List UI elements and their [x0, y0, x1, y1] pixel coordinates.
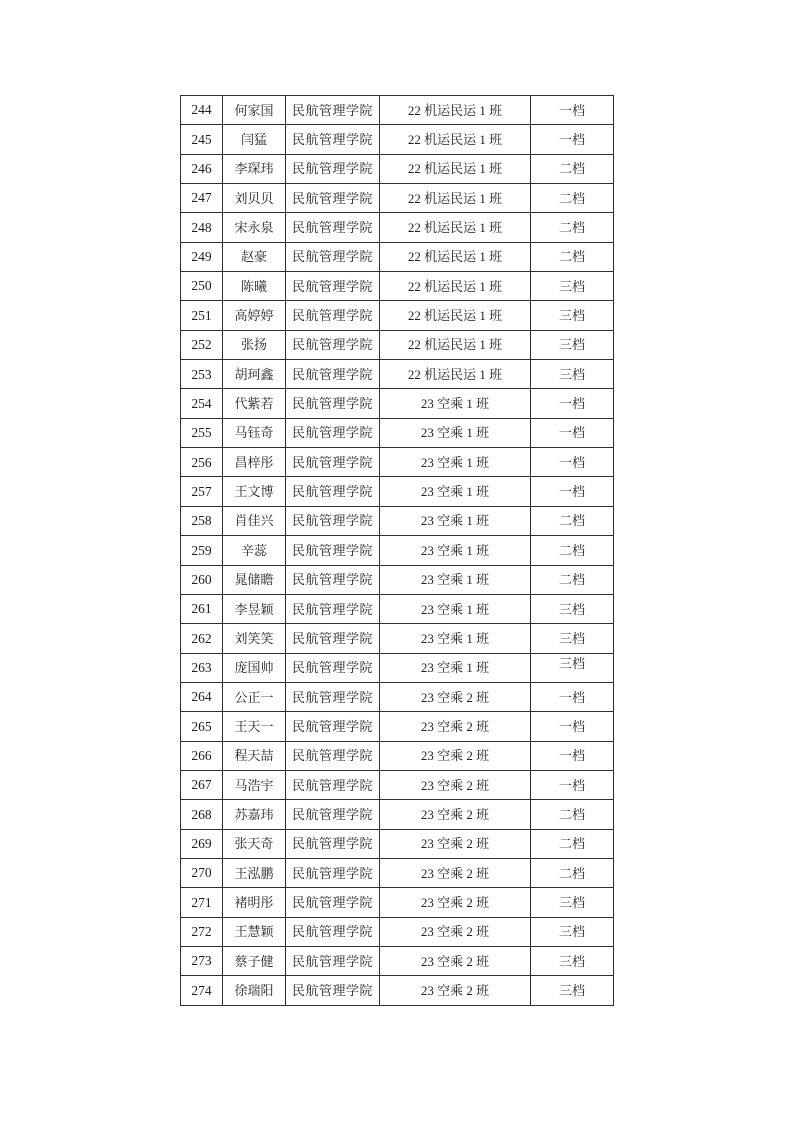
cell-serial-number: 270: [181, 858, 223, 887]
table-row: [181, 888, 614, 917]
cell-class: 23 空乘 1 班: [380, 448, 531, 477]
cell-class: 23 空乘 1 班: [380, 653, 531, 682]
cell-serial-number: 274: [181, 976, 223, 1005]
cell-college: 民航管理学院: [286, 536, 380, 565]
cell-college: 民航管理学院: [286, 418, 380, 447]
cell-student-name: 李琛玮: [223, 154, 286, 183]
cell-class: 23 空乘 2 班: [380, 741, 531, 770]
cell-serial-number: 271: [181, 888, 223, 917]
table-row: [181, 770, 614, 799]
cell-class: 23 空乘 2 班: [380, 800, 531, 829]
table-row: [181, 96, 614, 125]
cell-class: 22 机运民运 1 班: [380, 213, 531, 242]
cell-serial-number: 273: [181, 946, 223, 975]
cell-student-name: 高婷婷: [223, 301, 286, 330]
cell-class: 23 空乘 2 班: [380, 976, 531, 1005]
table-body: [181, 96, 614, 1006]
cell-college: 民航管理学院: [286, 624, 380, 653]
cell-tier: 二档: [531, 858, 614, 887]
cell-class: 23 空乘 1 班: [380, 624, 531, 653]
cell-class: 23 空乘 1 班: [380, 389, 531, 418]
table-row: [181, 448, 614, 477]
cell-serial-number: 258: [181, 506, 223, 535]
cell-college: 民航管理学院: [286, 888, 380, 917]
cell-class: 23 空乘 2 班: [380, 946, 531, 975]
table-row: [181, 682, 614, 711]
cell-class: 23 空乘 2 班: [380, 858, 531, 887]
cell-college: 民航管理学院: [286, 976, 380, 1005]
cell-serial-number: 272: [181, 917, 223, 946]
cell-college: 民航管理学院: [286, 125, 380, 154]
cell-serial-number: 265: [181, 712, 223, 741]
cell-tier: 三档: [531, 301, 614, 330]
cell-serial-number: 261: [181, 594, 223, 623]
cell-college: 民航管理学院: [286, 301, 380, 330]
table-row: [181, 741, 614, 770]
cell-tier: 一档: [531, 712, 614, 741]
cell-student-name: 马浩宇: [223, 770, 286, 799]
cell-student-name: 闫猛: [223, 125, 286, 154]
cell-college: 民航管理学院: [286, 800, 380, 829]
cell-class: 22 机运民运 1 班: [380, 154, 531, 183]
cell-serial-number: 245: [181, 125, 223, 154]
cell-serial-number: 255: [181, 418, 223, 447]
cell-college: 民航管理学院: [286, 272, 380, 301]
cell-tier: 二档: [531, 154, 614, 183]
cell-student-name: 昌梓彤: [223, 448, 286, 477]
cell-serial-number: 259: [181, 536, 223, 565]
table-row: [181, 829, 614, 858]
cell-student-name: 公正一: [223, 682, 286, 711]
cell-student-name: 庞国帅: [223, 653, 286, 682]
cell-tier: 一档: [531, 477, 614, 506]
cell-class: 23 空乘 1 班: [380, 506, 531, 535]
table-row: [181, 917, 614, 946]
table-row: [181, 360, 614, 389]
table-row: [181, 536, 614, 565]
cell-class: 23 空乘 1 班: [380, 594, 531, 623]
cell-class: 23 空乘 2 班: [380, 712, 531, 741]
cell-college: 民航管理学院: [286, 96, 380, 125]
cell-student-name: 赵豪: [223, 242, 286, 271]
cell-class: 23 空乘 1 班: [380, 477, 531, 506]
cell-tier: 二档: [531, 506, 614, 535]
cell-tier: 三档: [531, 946, 614, 975]
cell-college: 民航管理学院: [286, 946, 380, 975]
cell-tier: 二档: [531, 800, 614, 829]
cell-class: 23 空乘 2 班: [380, 682, 531, 711]
cell-serial-number: 244: [181, 96, 223, 125]
table-row: [181, 858, 614, 887]
cell-student-name: 苏嘉玮: [223, 800, 286, 829]
cell-class: 22 机运民运 1 班: [380, 301, 531, 330]
table-row: [181, 184, 614, 213]
cell-college: 民航管理学院: [286, 917, 380, 946]
cell-serial-number: 266: [181, 741, 223, 770]
cell-serial-number: 256: [181, 448, 223, 477]
cell-college: 民航管理学院: [286, 506, 380, 535]
cell-tier: 二档: [531, 536, 614, 565]
cell-class: 22 机运民运 1 班: [380, 96, 531, 125]
cell-serial-number: 250: [181, 272, 223, 301]
cell-student-name: 张天奇: [223, 829, 286, 858]
table-row: [181, 389, 614, 418]
cell-tier: 二档: [531, 242, 614, 271]
cell-student-name: 刘贝贝: [223, 184, 286, 213]
cell-serial-number: 268: [181, 800, 223, 829]
cell-class: 23 空乘 1 班: [380, 565, 531, 594]
table-row: [181, 653, 614, 682]
cell-student-name: 李昱颖: [223, 594, 286, 623]
table-row: [181, 418, 614, 447]
cell-tier: 一档: [531, 448, 614, 477]
table-row: [181, 712, 614, 741]
table-row: [181, 594, 614, 623]
student-roster-table: [180, 95, 614, 1006]
table-row: [181, 272, 614, 301]
cell-tier: 二档: [531, 213, 614, 242]
cell-student-name: 褚明彤: [223, 888, 286, 917]
cell-student-name: 胡珂鑫: [223, 360, 286, 389]
cell-tier: 二档: [531, 829, 614, 858]
cell-class: 23 空乘 2 班: [380, 917, 531, 946]
cell-student-name: 徐瑞阳: [223, 976, 286, 1005]
cell-class: 22 机运民运 1 班: [380, 184, 531, 213]
cell-college: 民航管理学院: [286, 594, 380, 623]
cell-student-name: 王慧颖: [223, 917, 286, 946]
cell-tier: 一档: [531, 741, 614, 770]
cell-college: 民航管理学院: [286, 213, 380, 242]
cell-college: 民航管理学院: [286, 653, 380, 682]
cell-college: 民航管理学院: [286, 389, 380, 418]
cell-student-name: 辛蕊: [223, 536, 286, 565]
cell-tier: 一档: [531, 682, 614, 711]
cell-class: 22 机运民运 1 班: [380, 242, 531, 271]
cell-class: 23 空乘 1 班: [380, 418, 531, 447]
table-row: [181, 976, 614, 1005]
table-row: [181, 800, 614, 829]
cell-serial-number: 264: [181, 682, 223, 711]
table-row: [181, 242, 614, 271]
cell-student-name: 王文博: [223, 477, 286, 506]
cell-serial-number: 247: [181, 184, 223, 213]
cell-tier: 二档: [531, 184, 614, 213]
cell-college: 民航管理学院: [286, 741, 380, 770]
cell-tier: 三档: [531, 917, 614, 946]
cell-tier: 三档: [531, 272, 614, 301]
cell-college: 民航管理学院: [286, 858, 380, 887]
cell-student-name: 宋永泉: [223, 213, 286, 242]
cell-college: 民航管理学院: [286, 829, 380, 858]
cell-tier: 三档: [531, 624, 614, 653]
cell-tier: 三档: [531, 976, 614, 1005]
cell-class: 23 空乘 2 班: [380, 770, 531, 799]
cell-tier: 一档: [531, 389, 614, 418]
cell-college: 民航管理学院: [286, 360, 380, 389]
table-row: [181, 125, 614, 154]
table-row: [181, 330, 614, 359]
cell-student-name: 肖佳兴: [223, 506, 286, 535]
table-row: [181, 213, 614, 242]
cell-class: 22 机运民运 1 班: [380, 360, 531, 389]
cell-class: 22 机运民运 1 班: [380, 330, 531, 359]
cell-college: 民航管理学院: [286, 448, 380, 477]
cell-serial-number: 260: [181, 565, 223, 594]
cell-student-name: 程天喆: [223, 741, 286, 770]
cell-class: 22 机运民运 1 班: [380, 125, 531, 154]
cell-serial-number: 257: [181, 477, 223, 506]
cell-class: 22 机运民运 1 班: [380, 272, 531, 301]
cell-serial-number: 254: [181, 389, 223, 418]
cell-tier: 三档: [531, 653, 614, 682]
cell-student-name: 马钰奇: [223, 418, 286, 447]
cell-class: 23 空乘 1 班: [380, 536, 531, 565]
cell-tier: 三档: [531, 330, 614, 359]
cell-tier: 三档: [531, 594, 614, 623]
cell-serial-number: 248: [181, 213, 223, 242]
cell-student-name: 蔡子健: [223, 946, 286, 975]
cell-class: 23 空乘 2 班: [380, 829, 531, 858]
cell-student-name: 陈曦: [223, 272, 286, 301]
cell-student-name: 刘笑笑: [223, 624, 286, 653]
cell-college: 民航管理学院: [286, 330, 380, 359]
table-row: [181, 624, 614, 653]
cell-college: 民航管理学院: [286, 712, 380, 741]
cell-student-name: 张扬: [223, 330, 286, 359]
cell-student-name: 王泓鹏: [223, 858, 286, 887]
cell-student-name: 代紫若: [223, 389, 286, 418]
cell-tier: 一档: [531, 125, 614, 154]
cell-tier: 二档: [531, 565, 614, 594]
cell-tier: 一档: [531, 770, 614, 799]
cell-college: 民航管理学院: [286, 184, 380, 213]
table-row: [181, 301, 614, 330]
table-row: [181, 477, 614, 506]
cell-student-name: 何家国: [223, 96, 286, 125]
cell-tier: 一档: [531, 418, 614, 447]
cell-serial-number: 262: [181, 624, 223, 653]
table-row: [181, 946, 614, 975]
cell-college: 民航管理学院: [286, 682, 380, 711]
cell-college: 民航管理学院: [286, 565, 380, 594]
cell-tier: 三档: [531, 888, 614, 917]
table-row: [181, 565, 614, 594]
cell-serial-number: 246: [181, 154, 223, 183]
table-row: [181, 506, 614, 535]
cell-serial-number: 251: [181, 301, 223, 330]
cell-college: 民航管理学院: [286, 770, 380, 799]
cell-college: 民航管理学院: [286, 154, 380, 183]
cell-serial-number: 267: [181, 770, 223, 799]
cell-serial-number: 252: [181, 330, 223, 359]
table-row: [181, 154, 614, 183]
cell-class: 23 空乘 2 班: [380, 888, 531, 917]
cell-serial-number: 249: [181, 242, 223, 271]
cell-serial-number: 253: [181, 360, 223, 389]
cell-tier: 三档: [531, 360, 614, 389]
cell-student-name: 王天一: [223, 712, 286, 741]
cell-student-name: 晁储瞻: [223, 565, 286, 594]
cell-college: 民航管理学院: [286, 242, 380, 271]
cell-college: 民航管理学院: [286, 477, 380, 506]
cell-tier: 一档: [531, 96, 614, 125]
cell-serial-number: 263: [181, 653, 223, 682]
cell-serial-number: 269: [181, 829, 223, 858]
